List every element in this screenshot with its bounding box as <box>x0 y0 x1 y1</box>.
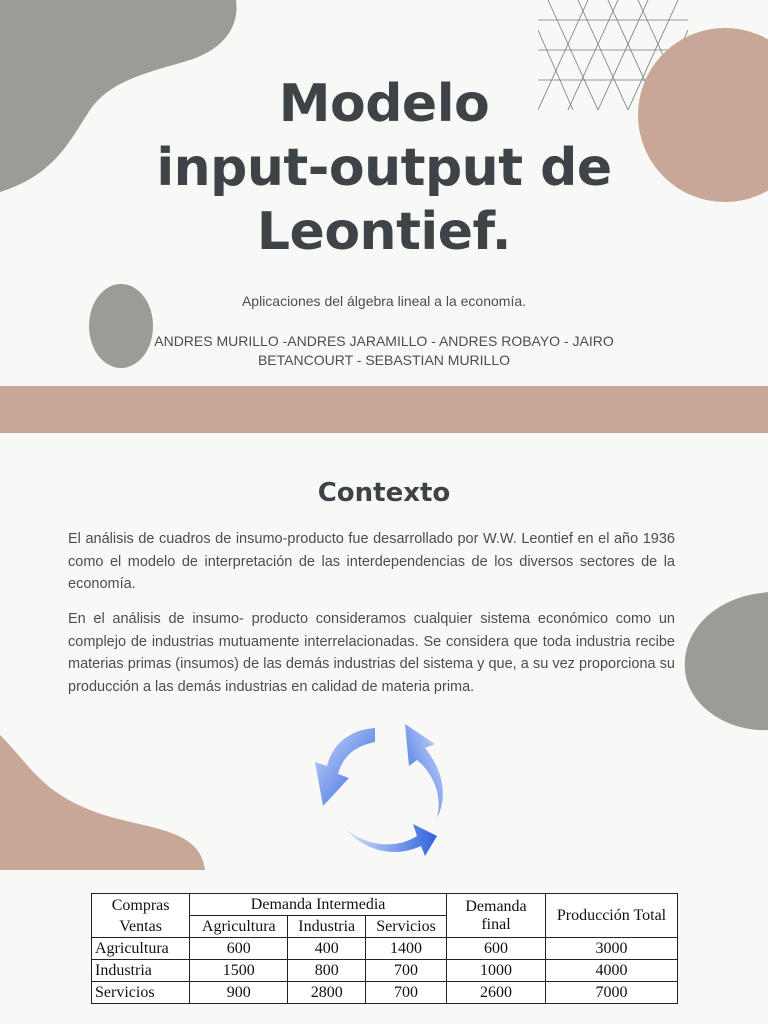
table-cell: 4000 <box>546 960 678 982</box>
table-cell: 700 <box>366 960 447 982</box>
subheader-servicios: Servicios <box>366 916 447 938</box>
title-line-1: Modelo <box>278 74 490 134</box>
title-line-3: Leontief. <box>256 202 512 262</box>
table-cell: 800 <box>288 960 366 982</box>
total-production-header: Producción Total <box>546 894 678 938</box>
subtitle: Aplicaciones del álgebra lineal a la economía. <box>241 293 527 309</box>
intermediate-demand-header: Demanda Intermedia <box>190 894 447 916</box>
table-cell: 1500 <box>190 960 288 982</box>
table-row <box>92 982 678 1004</box>
table-cell: 2800 <box>288 982 366 1004</box>
authors <box>120 332 648 370</box>
bottom-left-tan-blob <box>0 735 210 870</box>
divider-band <box>0 386 768 433</box>
subheader-industria: Industria <box>288 916 366 938</box>
table-cell: 600 <box>447 938 546 960</box>
section-heading: Contexto <box>317 478 451 508</box>
table-row <box>92 938 678 960</box>
table-cell: 2600 <box>447 982 546 1004</box>
authors-line-1: ANDRES MURILLO -ANDRES JARAMILLO - ANDRES ROBAYO - JAIRO <box>154 333 614 349</box>
table-header-row <box>92 894 678 916</box>
row-label: Agricultura <box>92 938 190 960</box>
corner-top-label: Compras <box>111 896 170 914</box>
subheader-agricultura: Agricultura <box>190 916 288 938</box>
table-cell: 600 <box>190 938 288 960</box>
corner-bottom-label: Ventas <box>119 917 162 935</box>
corner-cell <box>92 894 190 938</box>
context-paragraph-2: En el análisis de insumo- producto consideramos cualquier sistema económico como un complejo de industrias mutuamente interrelacionadas. Se considera que toda industria recibe materias primas (insumos) de las demás industrias del sistema y que, a su vez proporciona su producción a las demás industrias en calidad de materia prima. <box>68 611 675 695</box>
table-cell: 7000 <box>546 982 678 1004</box>
table-cell: 1000 <box>447 960 546 982</box>
table-cell: 3000 <box>546 938 678 960</box>
table-cell: 1400 <box>366 938 447 960</box>
page-title <box>0 72 768 264</box>
table-row <box>92 960 678 982</box>
row-label: Industria <box>92 960 190 982</box>
context-paragraph-1: El análisis de cuadros de insumo-producto fue desarrollado por W.W. Leontief en el año 1936 como el modelo de interpretación de las interdependencias de los diversos sectores de la economía. <box>68 531 675 592</box>
authors-line-2: BETANCOURT - SEBASTIAN MURILLO <box>257 352 511 368</box>
table-cell: 700 <box>366 982 447 1004</box>
table-cell: 900 <box>190 982 288 1004</box>
input-output-table <box>91 893 678 1004</box>
right-gray-blob <box>684 592 768 732</box>
final-demand-header: Demanda final <box>447 894 546 938</box>
cycle-arrows-icon <box>305 718 465 858</box>
table-cell: 400 <box>288 938 366 960</box>
title-line-2: input-output de <box>156 138 612 198</box>
row-label: Servicios <box>92 982 190 1004</box>
